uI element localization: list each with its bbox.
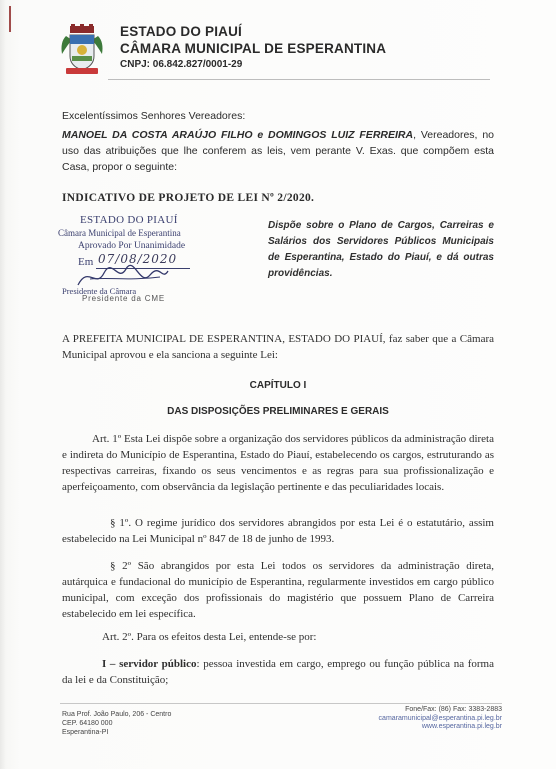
stamp-em: Em: [78, 256, 94, 268]
footer-address: Rua Prof. João Paulo, 206 - Centro: [62, 711, 172, 718]
header-cnpj: CNPJ: 06.842.827/0001-29: [120, 59, 243, 70]
stamp-date: 07/08/2020: [98, 252, 178, 266]
signer-role: Presidente da CME: [82, 294, 165, 303]
greeting: Excelentíssimos Senhores Vereadores:: [62, 110, 246, 122]
item-1: [62, 656, 494, 688]
footer-cep: CEP. 64180 000: [62, 720, 113, 727]
bill-summary: Dispõe sobre o Plano de Cargos, Carreiras e Salários dos Servidores Públicos Municipais de Esperantina, Estado do Piauí, e dá outras providências.: [268, 220, 494, 279]
intro-paragraph: [62, 127, 494, 175]
stamp-chamber: Câmara Municipal de Esperantina: [58, 228, 181, 238]
header-state: ESTADO DO PIAUÍ: [120, 24, 243, 39]
header-divider: [108, 79, 490, 80]
intro-names: MANOEL DA COSTA ARAÚJO FILHO e DOMINGOS LUIZ FERREIRA: [62, 129, 414, 141]
footer-city: Esperantina-PI: [62, 729, 109, 736]
footer-contact-block: [360, 706, 502, 732]
stamp-state: ESTADO DO PIAUÍ: [80, 214, 178, 226]
coat-of-arms-icon: [58, 24, 106, 76]
footer-divider: [60, 703, 502, 704]
signer-title: Presidente da Câmara: [62, 286, 137, 296]
item-1-label: I – servidor público: [102, 658, 197, 670]
stamp-approved: Aprovado Por Unanimidade: [78, 241, 186, 251]
footer-address-block: [62, 710, 171, 737]
intro-text: , Vereadores, no uso das atribuições que lhe conferem as leis, vem perante V. Exas. que compõem esta Casa, propor o seguinte:: [62, 129, 494, 173]
indicativo-title: INDICATIVO DE PROJETO DE LEI Nº 2/2020.: [62, 192, 315, 204]
paragraph-1: § 1º. O regime jurídico dos servidores abrangidos por esta Lei é o estatutário, assim estabelecido na Lei Municipal nº 847 de 18 de junho de 1993.: [62, 517, 494, 545]
chapter-number: CAPÍTULO I: [249, 380, 307, 391]
item-1-text: : pessoa investida em cargo, emprego ou função pública na forma da lei e da Constituição;: [62, 658, 494, 686]
header-chamber: CÂMARA MUNICIPAL DE ESPERANTINA: [120, 41, 387, 56]
article-2: Art. 2º. Para os efeitos desta Lei, entende-se por:: [102, 631, 317, 643]
article-1: Art. 1º Esta Lei dispõe sobre a organização dos servidores públicos da administração direta e indireta do Município de Esperantina, Estado do Piauí, estabelecendo os cargos, estruturando as respectivas carreiras, fixando os seus vencimentos e as regras para sua profissionalização e aperfeiçoamento, com observância da legislação pertinente e das peculiaridades locais.: [62, 433, 494, 493]
page-edge-mark: [9, 6, 11, 32]
footer-site[interactable]: www.esperantina.pi.leg.br: [421, 723, 502, 730]
paragraph-2: § 2º São abrangidos por esta Lei todos os servidores da administração direta, autárquica e fundacional do município de Esperantina, regularmente investidos em cargo público municipal, com exceção dos profissionais do magistério que possuem Plano de Carreira estabelecido em lei específica.: [62, 560, 494, 620]
footer-email[interactable]: camaramunicipal@esperantina.pi.leg.br: [378, 714, 502, 722]
chapter-title: DAS DISPOSIÇÕES PRELIMINARES E GERAIS: [167, 406, 389, 417]
footer-phone: Fone/Fax: (86) Fax: 3383-2883: [405, 706, 502, 713]
preamble: A PREFEITA MUNICIPAL DE ESPERANTINA, ESTADO DO PIAUÍ, faz saber que a Câmara Municipal aprovou e ela sanciona a seguinte Lei:: [62, 333, 494, 361]
